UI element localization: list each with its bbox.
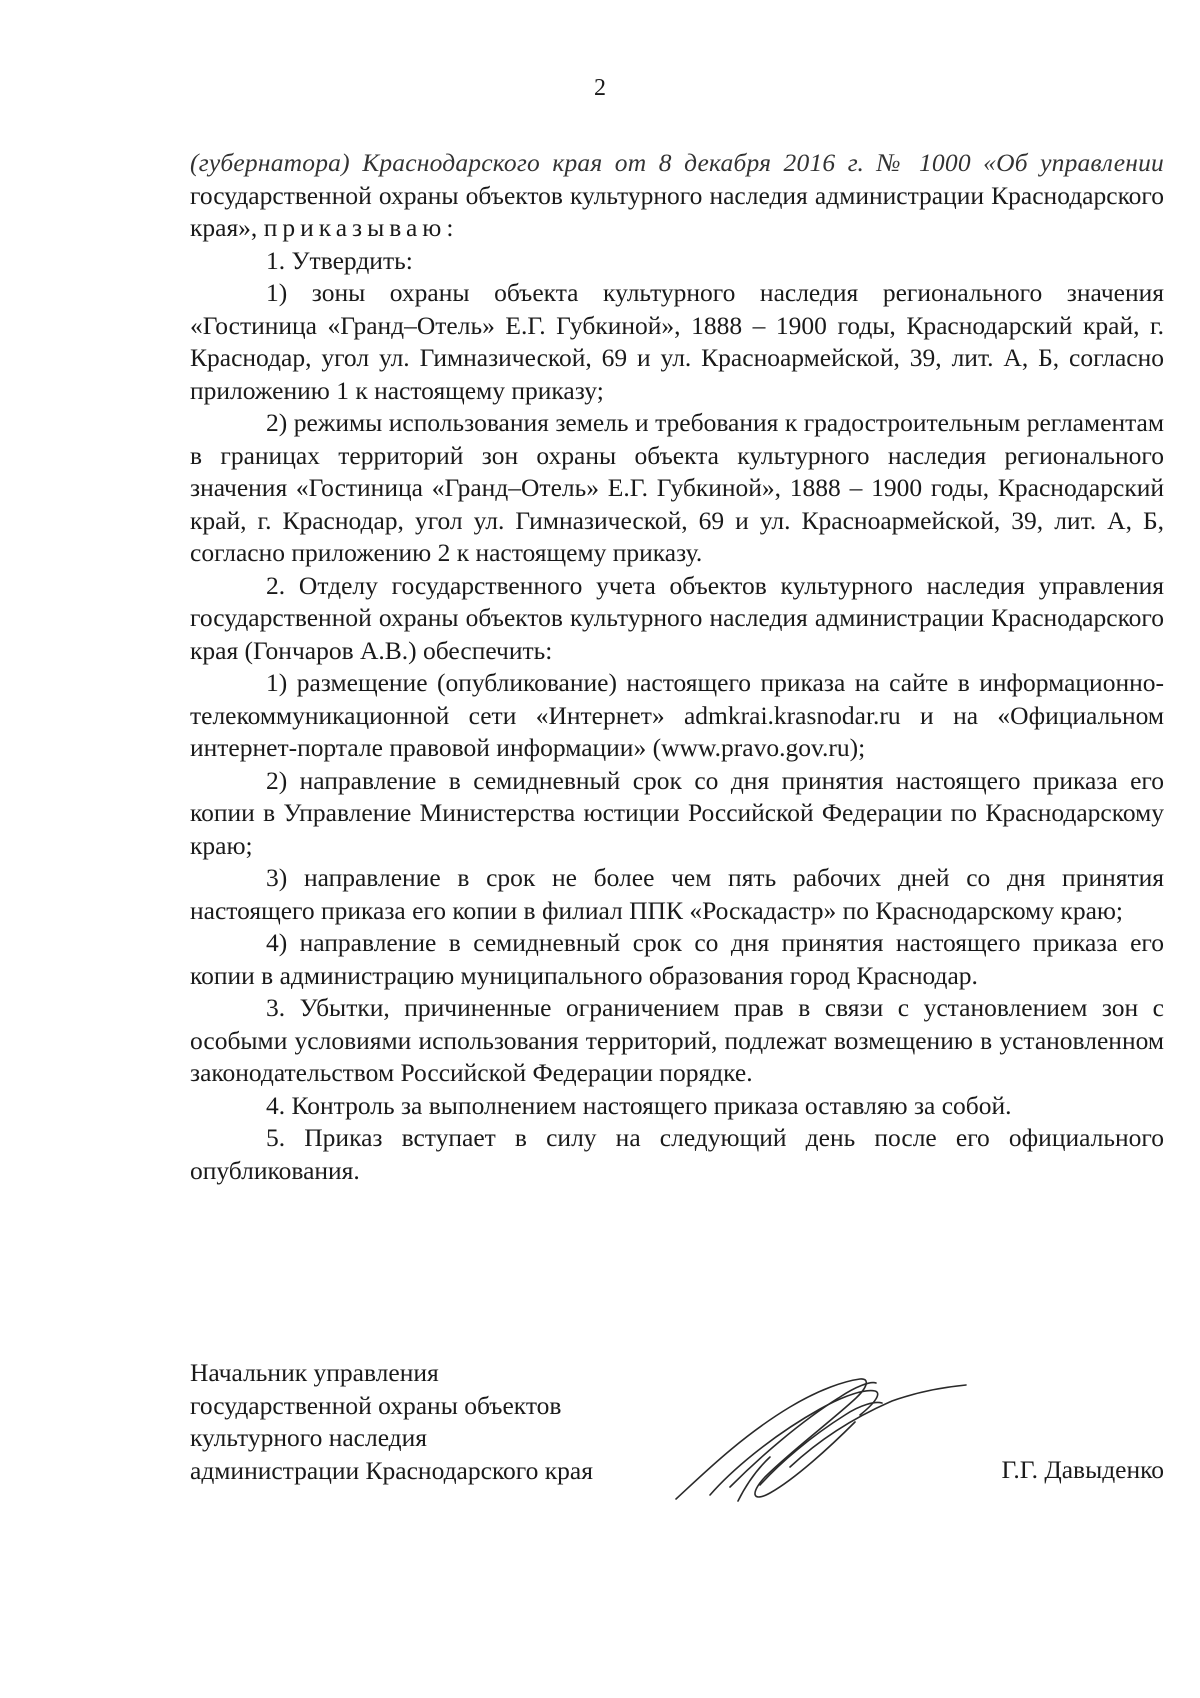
paragraph-item-3: 3. Убытки, причиненные ограничением прав в связи с установлением зон с особыми условиями использования территорий, подлежат возмещению в установленном законодательством Российской Федерации порядке. bbox=[190, 993, 1164, 1087]
paragraph-item-2: 2. Отделу государственного учета объектов культурного наследия управления государственной охраны объектов культурного наследия администрации Краснодарского края (Гончаров А.В.) обеспечить: bbox=[190, 570, 1164, 665]
paragraph-item-4: 4. Контроль за выполнением настоящего приказа оставляю за собой. bbox=[266, 1090, 1012, 1120]
preamble-italic-line: (губернатора) Краснодарского края от 8 декабря 2016 г. № 1000 «Об управлении bbox=[190, 148, 1164, 177]
paragraph-item-2-3: 3) направление в срок не более чем пять рабочих дней со дня принятия настоящего приказа его копии в филиал ППК «Роскадастр» по Краснодарскому краю; bbox=[190, 863, 1164, 925]
signatory-position-line: государственной охраны объектов bbox=[190, 1390, 562, 1420]
preamble-text: государственной охраны объектов культурного наследия администрации Краснодарского края», bbox=[190, 180, 1164, 242]
signatory-name: Г.Г. Давыденко bbox=[1001, 1455, 1164, 1484]
paragraph-item-2-1: 1) размещение (опубликование) настоящего приказа на сайте в информационно-телекоммуникационной сети «Интернет» admkrai.krasnodar.ru и на «Официальном интернет-портале правовой информации» (www.pravo.gov.ru); bbox=[190, 668, 1164, 762]
paragraph-item-5: 5. Приказ вступает в силу на следующий день после его официального опубликования. bbox=[190, 1123, 1164, 1185]
signatory-position-line: администрации Краснодарского края bbox=[190, 1455, 593, 1485]
document-body bbox=[190, 147, 1164, 1187]
signature-block bbox=[190, 1357, 1164, 1507]
handwritten-signature bbox=[670, 1367, 970, 1507]
paragraph-preamble bbox=[190, 147, 1164, 245]
page-number: 2 bbox=[594, 75, 606, 101]
paragraph-item-1-1: 1) зоны охраны объекта культурного наследия регионального значения «Гостиница «Гранд–Отель» Е.Г. Губкиной», 1888 – 1900 годы, Краснодарский край, г. Краснодар, угол ул. Гимназической, 69 и ул. Красноармейской, 39, лит. А, Б, согласно приложению 1 к настоящему приказу; bbox=[190, 278, 1164, 405]
paragraph-item-2-4: 4) направление в семидневный срок со дня принятия настоящего приказа его копии в администрацию муниципального образования город Краснодар. bbox=[190, 928, 1164, 990]
order-word: приказываю: bbox=[263, 213, 459, 242]
signatory-position bbox=[190, 1357, 670, 1487]
paragraph-item-2-2: 2) направление в семидневный срок со дня принятия настоящего приказа его копии в Управление Министерства юстиции Российской Федерации по Краснодарскому краю; bbox=[190, 765, 1164, 860]
signatory-position-line: Начальник управления bbox=[190, 1358, 439, 1387]
paragraph-item-1-2: 2) режимы использования земель и требования к градостроительным регламентам в границах территорий зон охраны объекта культурного наследия регионального значения «Гостиница «Гранд–Отель» Е.Г. Губкиной», 1888 – 1900 годы, Краснодарский край, г. Краснодар, угол ул. Гимназической, 69 и ул. Красноармейской, 39, лит. А, Б, согласно приложению 2 к настоящему приказу. bbox=[190, 408, 1164, 567]
paragraph-item-1: 1. Утвердить: bbox=[266, 245, 413, 275]
signatory-position-line: культурного наследия bbox=[190, 1423, 428, 1452]
